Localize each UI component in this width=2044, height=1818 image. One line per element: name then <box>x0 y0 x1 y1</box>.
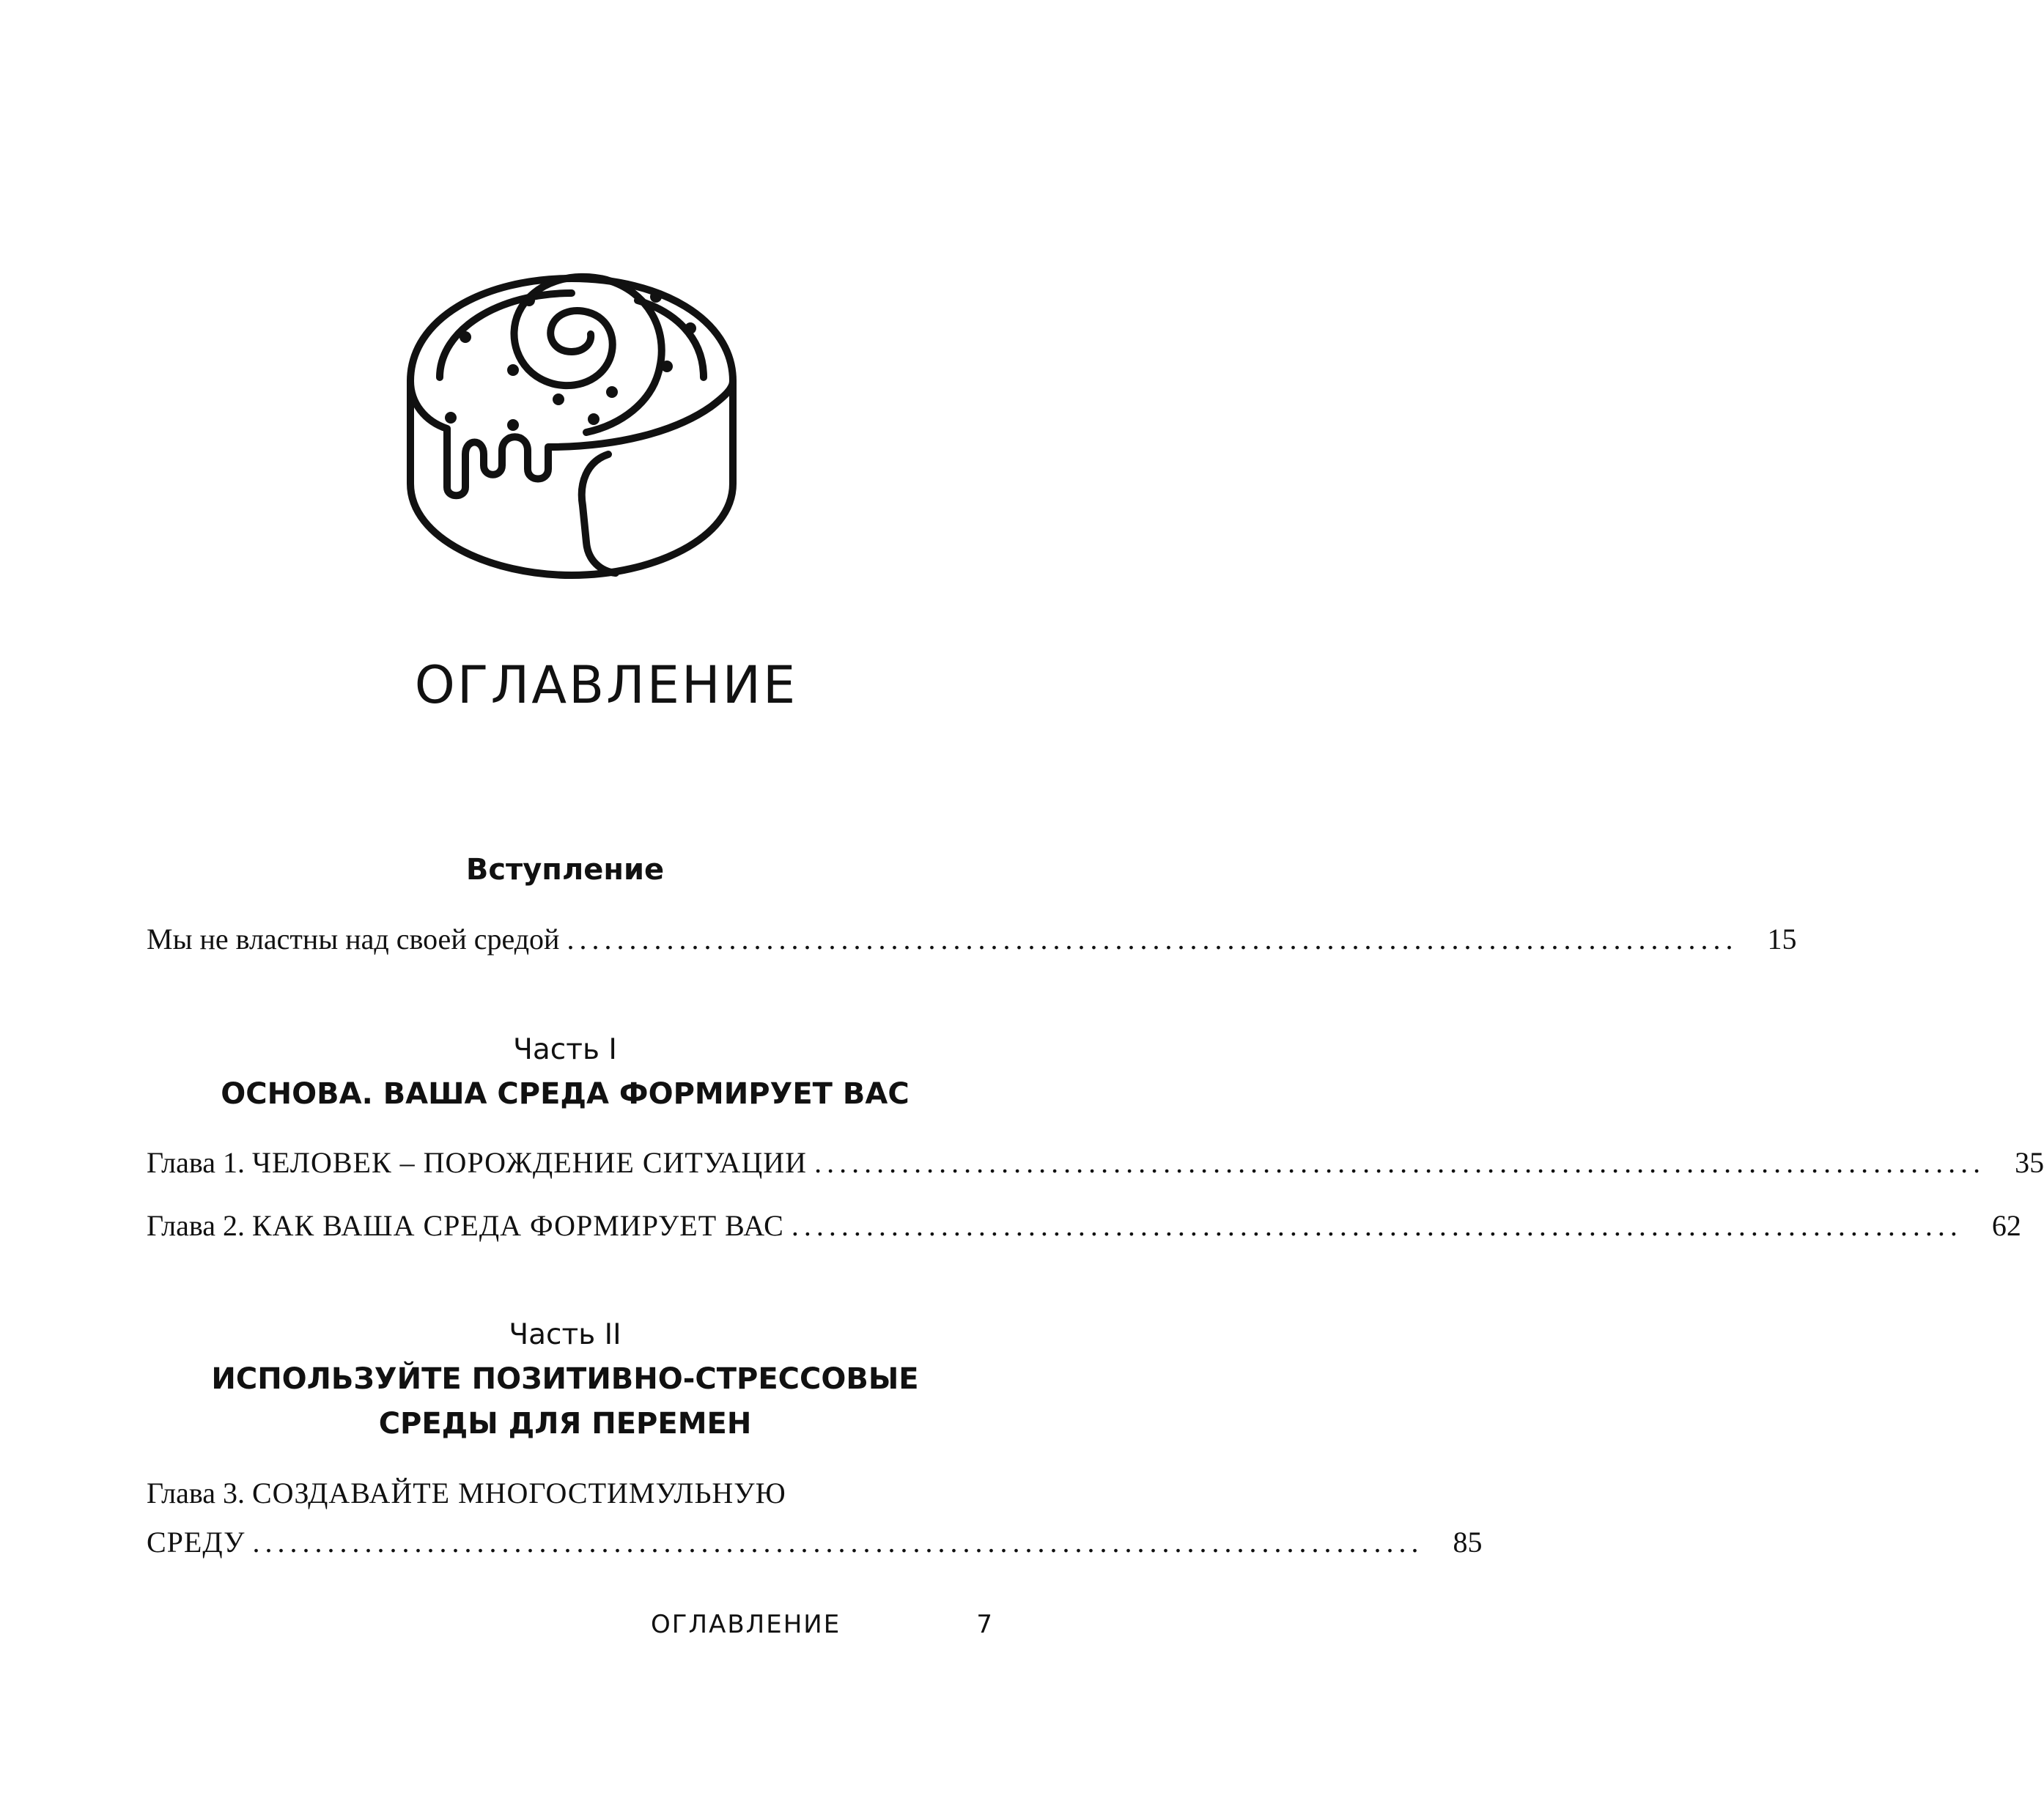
chapter-prefix: Глава 1. <box>147 1146 245 1179</box>
intro-heading: Вступление <box>465 853 665 887</box>
chapter-title: ЧЕЛОВЕК – ПОРОЖДЕНИЕ СИТУАЦИИ <box>251 1146 808 1179</box>
toc-entry-page: 85 <box>1453 1526 1483 1559</box>
toc-entry-text <box>147 1211 784 1241</box>
toc-entry-chapter-3-line1[interactable] <box>147 1479 989 1508</box>
toc-entry-page: 15 <box>1767 923 1797 956</box>
chapter-prefix: Глава 2. <box>147 1209 245 1242</box>
toc-title: ОГЛАВЛЕНИЕ <box>414 655 798 715</box>
part2-label: Часть II <box>509 1318 621 1351</box>
toc-entry-chapter-2[interactable] <box>147 1209 2021 1242</box>
dot-leader: .............................................................................................. <box>567 923 1738 956</box>
toc-entry-chapter-3-line2[interactable] <box>147 1526 1483 1559</box>
dot-leader: .............................................................................................. <box>814 1146 1986 1179</box>
toc-entry-text <box>147 1148 807 1178</box>
dot-leader: .............................................................................................. <box>791 1209 1963 1242</box>
chapter-title-line1: СОЗДАВАЙТЕ МНОГОСТИМУЛЬНУЮ <box>251 1477 786 1510</box>
toc-entry-intro[interactable] <box>147 923 1797 956</box>
chapter-title-line2: СРЕДУ <box>147 1526 246 1559</box>
toc-entry-page: 62 <box>1991 1209 2021 1242</box>
part1-title: ОСНОВА. ВАША СРЕДА ФОРМИРУЕТ ВАС <box>221 1077 910 1111</box>
running-title: ОГЛАВЛЕНИЕ <box>651 1610 841 1639</box>
toc-entry-page: 35 <box>2015 1146 2044 1179</box>
page-footer <box>0 1612 1212 1649</box>
cinnamon-bun-icon <box>396 249 748 586</box>
part1-label: Часть I <box>513 1033 617 1066</box>
toc-entry-chapter-1[interactable] <box>147 1146 2044 1179</box>
dot-leader: .............................................................................................. <box>252 1526 1424 1559</box>
page-number: 7 <box>976 1610 992 1639</box>
chapter-title: КАК ВАША СРЕДА ФОРМИРУЕТ ВАС <box>251 1209 784 1242</box>
toc-entry-text: Мы не властны над своей средой <box>147 923 560 956</box>
part2-title-line2: СРЕДЫ ДЛЯ ПЕРЕМЕН <box>378 1407 752 1441</box>
chapter-prefix: Глава 3. <box>147 1477 245 1510</box>
part2-title-line1: ИСПОЛЬЗУЙТЕ ПОЗИТИВНО-СТРЕССОВЫЕ <box>211 1362 919 1396</box>
